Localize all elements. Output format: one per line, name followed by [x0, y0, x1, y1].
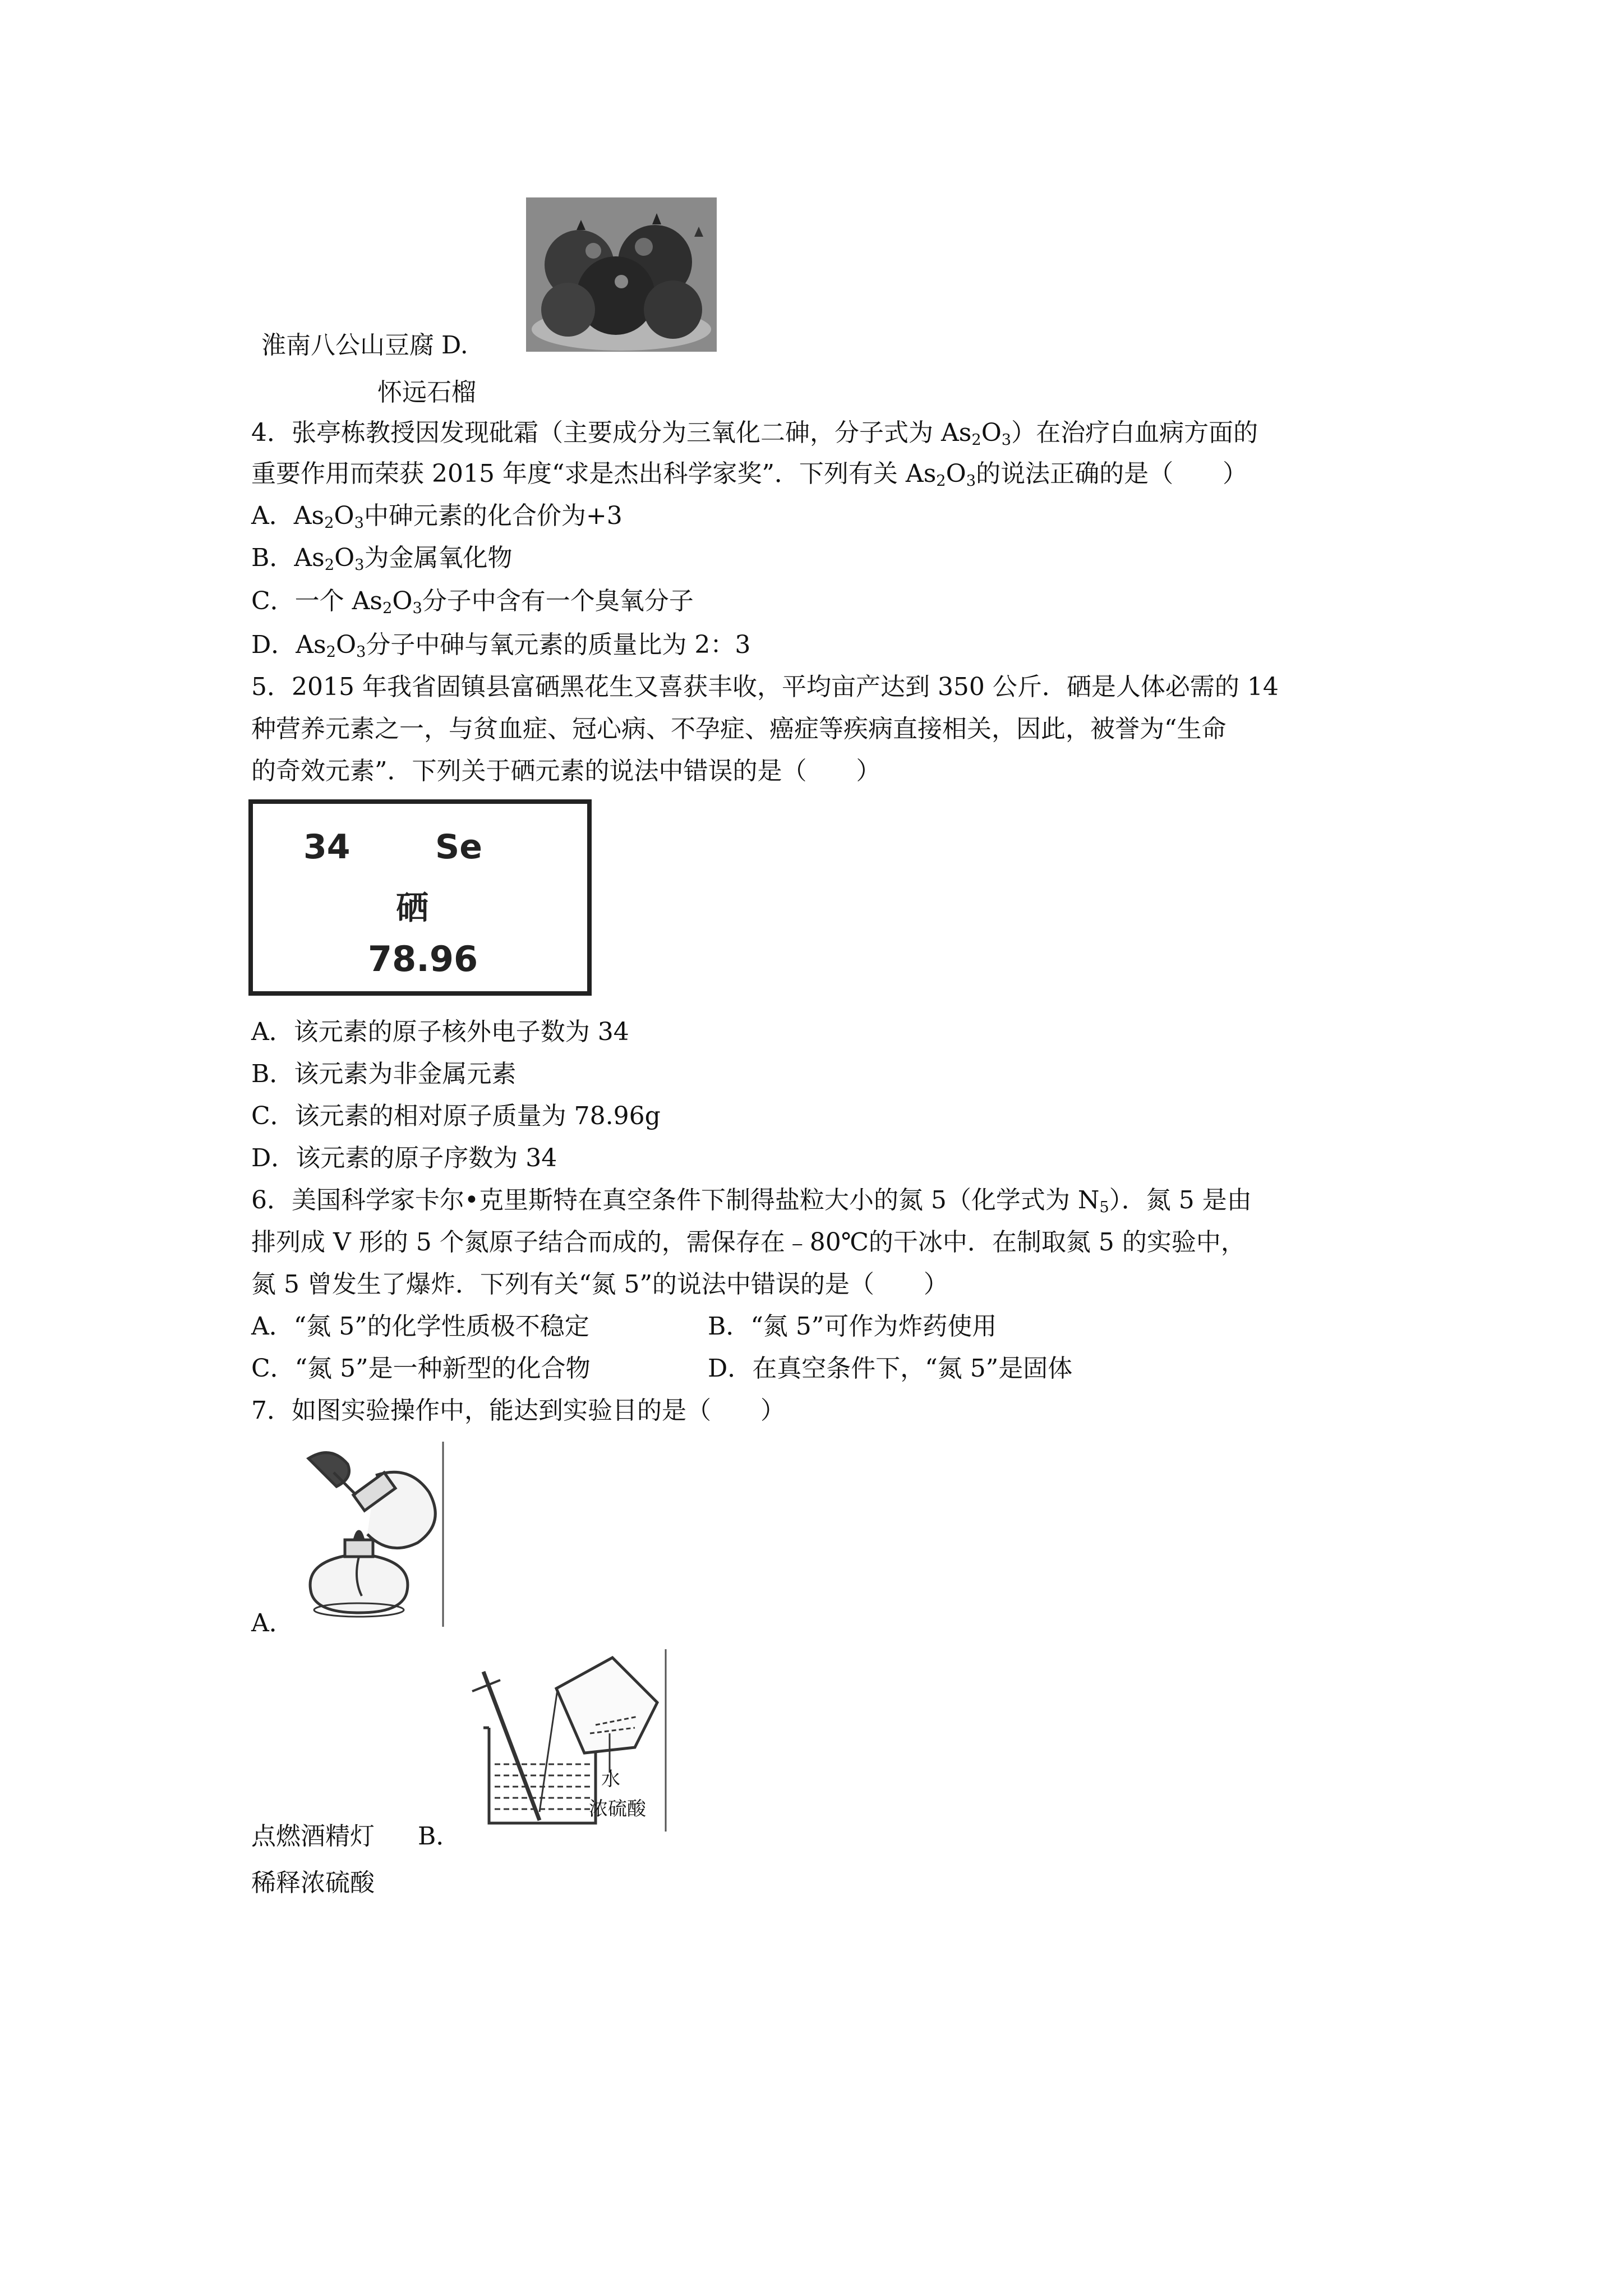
- element-name: 硒: [396, 889, 429, 927]
- q6-option-a: A．“氮 5”的化学性质极不稳定: [251, 1312, 589, 1341]
- q5-option-b: B．该元素为非金属元素: [251, 1060, 517, 1088]
- q6-stem-line3: 氮 5 曾发生了爆炸．下列有关“氮 5”的说法中错误的是（ ）: [251, 1270, 948, 1299]
- q6-option-d: D．在真空条件下，“氮 5”是固体: [708, 1354, 1073, 1383]
- q5-stem-line3: 的奇效元素”．下列关于硒元素的说法中错误的是（ ）: [251, 757, 881, 785]
- q5-option-c: C．该元素的相对原子质量为 78.96g: [251, 1102, 661, 1130]
- q4-option-a: A．$As_2O_3$中砷元素的化合价为+3: [251, 501, 623, 532]
- q4-option-d: D．$As_2O_3$分子中砷与氧元素的质量比为 2：3: [251, 631, 751, 661]
- element-symbol: Se: [435, 827, 482, 867]
- q7-stem: 7．如图实验操作中，能达到实验目的是（ ）: [251, 1396, 785, 1425]
- q6-stem-line1: 6．美国科学家卡尔•克里斯特在真空条件下制得盐粒大小的氮 5（化学式为 $N_5$）．氮 5 是由: [251, 1186, 1252, 1216]
- element-number: 34: [303, 827, 351, 867]
- selenium-element-card: [248, 799, 592, 996]
- option-d-label: D.: [441, 331, 468, 360]
- q5-option-d: D．该元素的原子序数为 34: [251, 1144, 557, 1172]
- q4-option-c: C．一个 $As_2O_3$分子中含有一个臭氧分子: [251, 587, 694, 617]
- q4-stem-line1: 4．张亭栋教授因发现砒霜（主要成分为三氧化二砷，分子式为 $As_2O_3$）在治疗白血病方面的: [251, 418, 1258, 449]
- q4-stem-line2: 重要作用而荣获 2015 年度“求是杰出科学家奖”．下列有关 $As_2O_3$的说法正确的是（ ）: [251, 459, 1248, 490]
- acid-label: 浓硫酸: [589, 1798, 646, 1820]
- option-b-caption: 稀释浓硫酸: [251, 1869, 375, 1897]
- option-b-label: B．: [418, 1822, 461, 1851]
- pomegranate-image: [526, 197, 717, 352]
- water-label: 水: [601, 1768, 620, 1791]
- q6-option-b: B．“氮 5”可作为炸药使用: [708, 1312, 997, 1341]
- lighting-alcohol-lamp-image: [292, 1442, 446, 1627]
- q5-stem-line2: 种营养元素之一，与贫血症、冠心病、不孕症、癌症等疾病直接相关，因此，被誉为“生命: [251, 715, 1227, 743]
- element-mass: 78.96: [368, 938, 478, 979]
- option-a-label: A．: [251, 1609, 294, 1637]
- option-a-caption: 点燃酒精灯: [251, 1822, 375, 1851]
- q6-option-c: C．“氮 5”是一种新型的化合物: [251, 1354, 591, 1383]
- option-c-caption: 淮南八公山豆腐: [261, 331, 434, 360]
- q4-option-b: B．$As_2O_3$为金属氧化物: [251, 544, 513, 574]
- option-d-caption: 怀远石榴: [377, 378, 476, 407]
- q6-stem-line2: 排列成 V 形的 5 个氮原子结合而成的，需保存在﹣80℃的干冰中．在制取氮 5 的实验中，: [251, 1228, 1246, 1257]
- q5-stem-line1: 5．2015 年我省固镇县富硒黑花生又喜获丰收，平均亩产达到 350 公斤．硒是人体必需的 14: [251, 673, 1279, 701]
- q5-option-a: A．该元素的原子核外电子数为 34: [251, 1018, 629, 1046]
- diluting-sulfuric-acid-image: [461, 1649, 667, 1832]
